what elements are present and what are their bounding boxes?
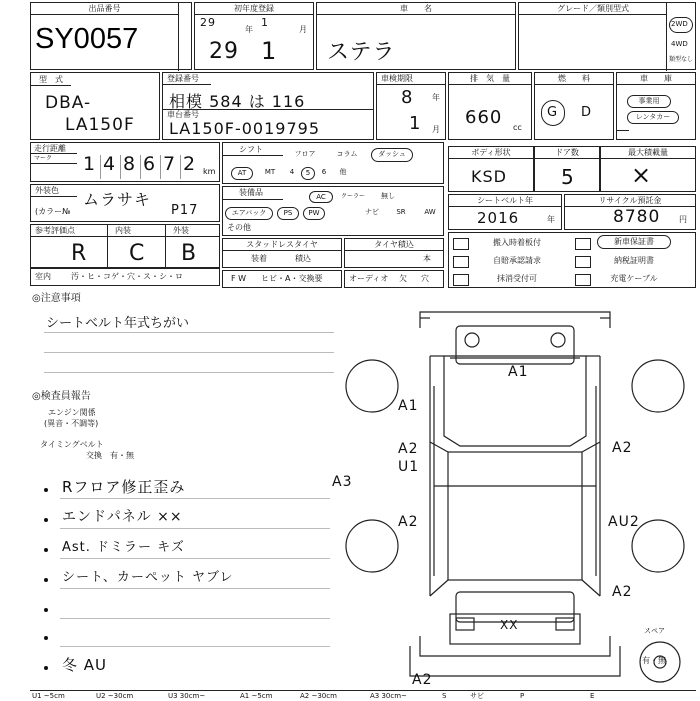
- mark-right-rear-door: AU2: [608, 514, 640, 530]
- inspection-month-unit: 月: [432, 125, 440, 134]
- score-overall: R: [71, 241, 88, 266]
- spare-tires-unit: 本: [423, 254, 431, 263]
- inspection-year-unit: 年: [432, 93, 440, 102]
- doc-item-circled: 新車保証書: [597, 235, 671, 249]
- displacement-label: 排 気 量: [449, 73, 531, 85]
- color-label: 外装色: [35, 186, 59, 195]
- drive-4wd-option: 4WD: [671, 40, 688, 48]
- doc-item: 充電ケーブル: [610, 274, 658, 283]
- doc-item: 抹消受付可: [497, 274, 537, 283]
- interior-row-label: 室内: [35, 272, 51, 281]
- doors-label: ドア数: [535, 147, 599, 159]
- drive-2wd-option: 2WD: [671, 20, 688, 28]
- registration-label: 登録番号: [167, 74, 199, 83]
- spare-tires-label: タイヤ積込: [345, 239, 443, 251]
- color-cell: [30, 184, 220, 222]
- seatbelt-cell: [448, 194, 562, 230]
- fw-cell: [222, 270, 342, 288]
- first-reg-year: 29: [209, 39, 239, 64]
- drive-none-option: 類型なし: [669, 56, 694, 63]
- body-type-cell: [448, 146, 534, 192]
- chassis-label: 車台番号: [167, 110, 199, 119]
- lot-number-label: 出品番号: [31, 3, 179, 15]
- car-name-value: ステラ: [327, 40, 396, 65]
- shift-dash-option: ダッシュ: [371, 148, 413, 162]
- registration-value: 相模 584 は 116: [169, 92, 306, 111]
- chassis-value: LA150F-0019795: [169, 119, 320, 138]
- studless-cell: [222, 238, 342, 268]
- score-interior: C: [129, 241, 146, 266]
- mileage-digit: 4: [103, 153, 117, 175]
- max-load-value: ×: [631, 161, 653, 189]
- spare-label: スペア: [644, 627, 665, 635]
- shift-other-option: 他: [339, 168, 347, 176]
- doors-value: 5: [561, 165, 575, 189]
- equip-none-option: 無し: [381, 192, 395, 200]
- audio-cell: [344, 270, 444, 288]
- mark-front-left: A1: [398, 398, 419, 414]
- mark-right-rear: A2: [612, 584, 633, 600]
- equip-airbag-option: エアバック: [225, 207, 273, 220]
- notes-text: シートベルト年式ちがい: [46, 316, 190, 331]
- mark-right-front-door: A2: [612, 440, 633, 456]
- inspector-item: 冬 AU: [62, 656, 108, 674]
- equip-other-label: その他: [227, 223, 251, 232]
- first-reg-month-unit: 月: [299, 25, 307, 34]
- equipment-label: 装備品: [239, 188, 263, 197]
- car-name-label: 車 名: [317, 3, 515, 15]
- lot-number-value: SY0057: [35, 23, 139, 55]
- inspection-cell: [376, 72, 446, 140]
- spare-tires-cell: [344, 238, 444, 268]
- mileage-cell: [30, 142, 220, 182]
- equip-sr-option: SR: [396, 208, 406, 216]
- inspector-items: [30, 472, 330, 680]
- model-label: 型 式: [39, 75, 63, 84]
- doc-item: 納税証明書: [614, 256, 654, 265]
- model-cell: [30, 72, 160, 140]
- car-damage-diagram: [330, 296, 700, 700]
- studless-label: スタッドレスタイヤ: [223, 239, 341, 251]
- recycle-value: 8780: [613, 207, 661, 227]
- usage-rental-option: レンタカー: [627, 111, 679, 124]
- audio-hole: 穴: [421, 274, 429, 283]
- fuel-option-d: D: [581, 105, 593, 120]
- timing-options: 交換 有・無: [86, 451, 134, 460]
- color-code-value: P17: [171, 203, 199, 218]
- mileage-digits: [81, 143, 197, 181]
- equip-navi-option: ナビ: [365, 208, 379, 216]
- doc-item: 搬入時着板付: [493, 238, 541, 247]
- inspector-label: ◎検査員報告: [32, 391, 91, 402]
- mark-left-side: A3: [332, 474, 353, 490]
- scores-interior-label: 内装: [115, 226, 131, 235]
- car-name-cell: [316, 2, 516, 70]
- scores-label: 参考評価点: [35, 226, 75, 235]
- fw-label: F W: [231, 274, 247, 283]
- first-registration-cell: [194, 2, 314, 70]
- displacement-cell: [448, 72, 532, 140]
- mileage-digit: 2: [183, 153, 197, 175]
- studless-loaded: 積込: [295, 254, 311, 263]
- usage-business-option: 事業用: [627, 95, 671, 108]
- inspector-item: エンドパネル ××: [62, 509, 183, 525]
- mileage-mark-label: マーク: [34, 155, 53, 162]
- shift-floor-option: フロア: [294, 150, 316, 158]
- mileage-digit: 6: [143, 153, 157, 175]
- seatbelt-label: シートベルト年: [449, 195, 561, 207]
- inspection-label: 車検期限: [381, 74, 413, 83]
- shift-4-option: 4: [289, 168, 295, 176]
- color-value: ムラサキ: [83, 190, 152, 209]
- grade-label: グレード／類別型式: [519, 3, 667, 15]
- shift-at-option: AT: [231, 167, 253, 180]
- body-type-label: ボディ形状: [449, 147, 533, 159]
- displacement-unit: cc: [513, 123, 522, 132]
- legend-bar: [30, 690, 696, 701]
- audio-label: オーディオ: [349, 274, 389, 283]
- lot-number-cell: [30, 2, 192, 70]
- recycle-cell: [564, 194, 696, 230]
- usage-label: 車 庫: [617, 73, 695, 85]
- audio-missing: 欠: [399, 274, 407, 283]
- scores-exterior-label: 外装: [173, 226, 189, 235]
- fuel-cell: [534, 72, 614, 140]
- recycle-unit: 円: [679, 215, 687, 224]
- seatbelt-value: 2016: [477, 209, 520, 227]
- documents-block: [448, 232, 696, 288]
- interior-row-text: 汚・ヒ・コゲ・穴・ス・シ・ロ: [71, 272, 183, 281]
- first-reg-year-unit: 年: [245, 25, 253, 34]
- equip-ps-option: PS: [277, 207, 299, 220]
- inspector-item: シート、カーペット ヤブレ: [62, 570, 234, 585]
- seatbelt-unit: 年: [547, 215, 555, 224]
- registration-cell: [162, 72, 374, 140]
- shift-column-option: コラム: [336, 150, 358, 158]
- interior-row: [30, 268, 220, 286]
- doors-cell: [534, 146, 600, 192]
- legend-item: サビ: [470, 692, 484, 700]
- legend-item: S: [442, 692, 447, 700]
- equip-cooler-option: クーラー: [340, 193, 365, 200]
- body-type-value: KSD: [471, 167, 507, 186]
- equip-aw-option: AW: [424, 208, 436, 216]
- first-reg-month: 1: [261, 37, 278, 65]
- inspector-item: Rフロア修正歪み: [62, 478, 186, 496]
- legend-item: U2 ~30cm: [96, 692, 134, 700]
- usage-cell: [616, 72, 696, 140]
- mileage-digit: 1: [83, 153, 97, 175]
- first-reg-month-small: 1: [261, 16, 269, 29]
- first-reg-year-small: 29: [200, 16, 216, 29]
- max-load-label: 最大積載量: [601, 147, 695, 159]
- mark-left-rear-door: A2: [398, 514, 419, 530]
- mileage-digit: 7: [163, 153, 177, 175]
- mileage-label: 走行距離: [34, 144, 66, 153]
- shift-cell: [222, 142, 444, 184]
- max-load-cell: [600, 146, 696, 192]
- color-code-label: (カラー№: [35, 207, 71, 216]
- timing-label: タイミングベルト: [40, 440, 104, 449]
- equipment-cell: [222, 186, 444, 236]
- mark-roof: A1: [508, 364, 529, 380]
- studless-mounted: 装着: [251, 254, 267, 263]
- equip-ac-option: AC: [309, 191, 333, 203]
- fuel-option-g: G: [547, 105, 559, 120]
- notes-label: ◎注意事項: [32, 293, 81, 304]
- model-line1: DBA-: [45, 93, 92, 113]
- engine-label: エンジン関係: [48, 408, 96, 417]
- mileage-unit: km: [203, 167, 216, 176]
- displacement-value: 660: [465, 107, 503, 128]
- shift-5-option: 5: [301, 167, 315, 180]
- shift-mt-option: MT: [264, 168, 276, 176]
- legend-item: U3 30cm~: [168, 692, 206, 700]
- shift-6-option: 6: [321, 168, 327, 176]
- scores-cell: [30, 224, 220, 268]
- spare-value: 有・無: [642, 656, 666, 665]
- engine-sub-label: (異音・不調等): [44, 419, 99, 428]
- mark-rear-left: A2: [412, 672, 433, 688]
- legend-item: A2 ~30cm: [300, 692, 337, 700]
- inspector-item: Ast. ドミラー キズ: [62, 540, 185, 555]
- legend-item: A3 30cm~: [370, 692, 407, 700]
- model-line2: LA150F: [65, 115, 135, 135]
- doc-item: 自賠承認請求: [493, 256, 541, 265]
- inspection-month: 1: [409, 113, 422, 134]
- mileage-digit: 8: [123, 153, 137, 175]
- fuel-label: 燃 料: [535, 73, 613, 85]
- recycle-label: リサイクル預託金: [565, 195, 695, 207]
- inspection-year: 8: [401, 87, 414, 108]
- legend-item: P: [520, 692, 525, 700]
- fw-text: ヒビ・A・交換要: [261, 274, 323, 283]
- grade-cell: [518, 2, 696, 70]
- equip-pw-option: PW: [303, 207, 325, 220]
- legend-item: E: [590, 692, 595, 700]
- legend-item: U1 ~5cm: [32, 692, 65, 700]
- score-exterior: B: [181, 241, 198, 266]
- shift-label: シフト: [239, 145, 263, 154]
- mark-rear-panel: XX: [500, 618, 519, 632]
- mark-left-front-door: A2 U1: [398, 441, 420, 475]
- first-registration-label: 初年度登録: [195, 3, 313, 15]
- legend-item: A1 ~5cm: [240, 692, 273, 700]
